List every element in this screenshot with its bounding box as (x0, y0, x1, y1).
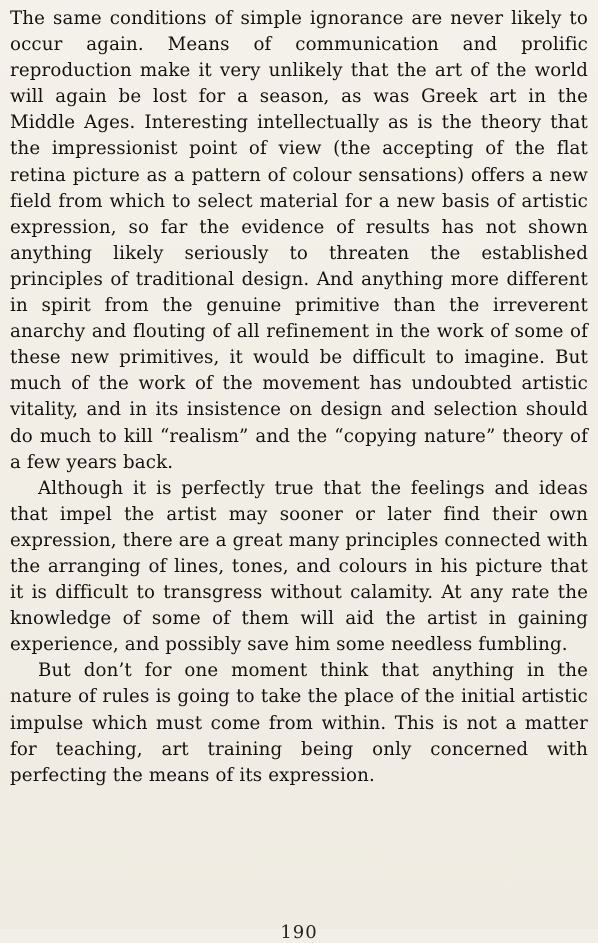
paragraph-3: But don’t for one moment think that anything in the nature of rules is going to take the place of the initial artistic impulse which must come from within. This is not a matter for teaching, art training being only concerned with perfecting the means of its expression. (10, 660, 588, 786)
paragraph-1: The same conditions of simple ignorance are never likely to occur again. Means of communication and prolific reproduction make it very unlikely that the art of the world will again be lost for a season, as was Greek art in the Middle Ages. Interesting intellectually as is the theory that the impressionist point of view (the accepting of the flat retina picture as a pattern of colour sensations) offers a new field from which to select material for a new basis of artistic expression, so far the evidence of results has not shown anything likely seriously to threaten the established principles of traditional design. And anything more different in spirit from the genuine primitive than the irreverent anarchy and flouting of all refinement in the work of some of these new primitives, it would be difficult to imagine. But much of the work of the movement has undoubted artistic vitality, and in its insistence on design and selection should do much to kill “realism” and the “copying nature” theory of a few years back. (10, 8, 588, 473)
paragraph-2: Although it is perfectly true that the feelings and ideas that impel the artist may sooner or later find their own expression, there are a great many principles connected with the arranging of lines, tones, and colours in his picture that it is difficult to transgress without calamity. At any rate the knowledge of some of them will aid the artist in gaining experience, and possibly save him some needless fumbling. (10, 477, 588, 656)
body-text (10, 6, 588, 789)
page-number: 190 (280, 922, 318, 943)
